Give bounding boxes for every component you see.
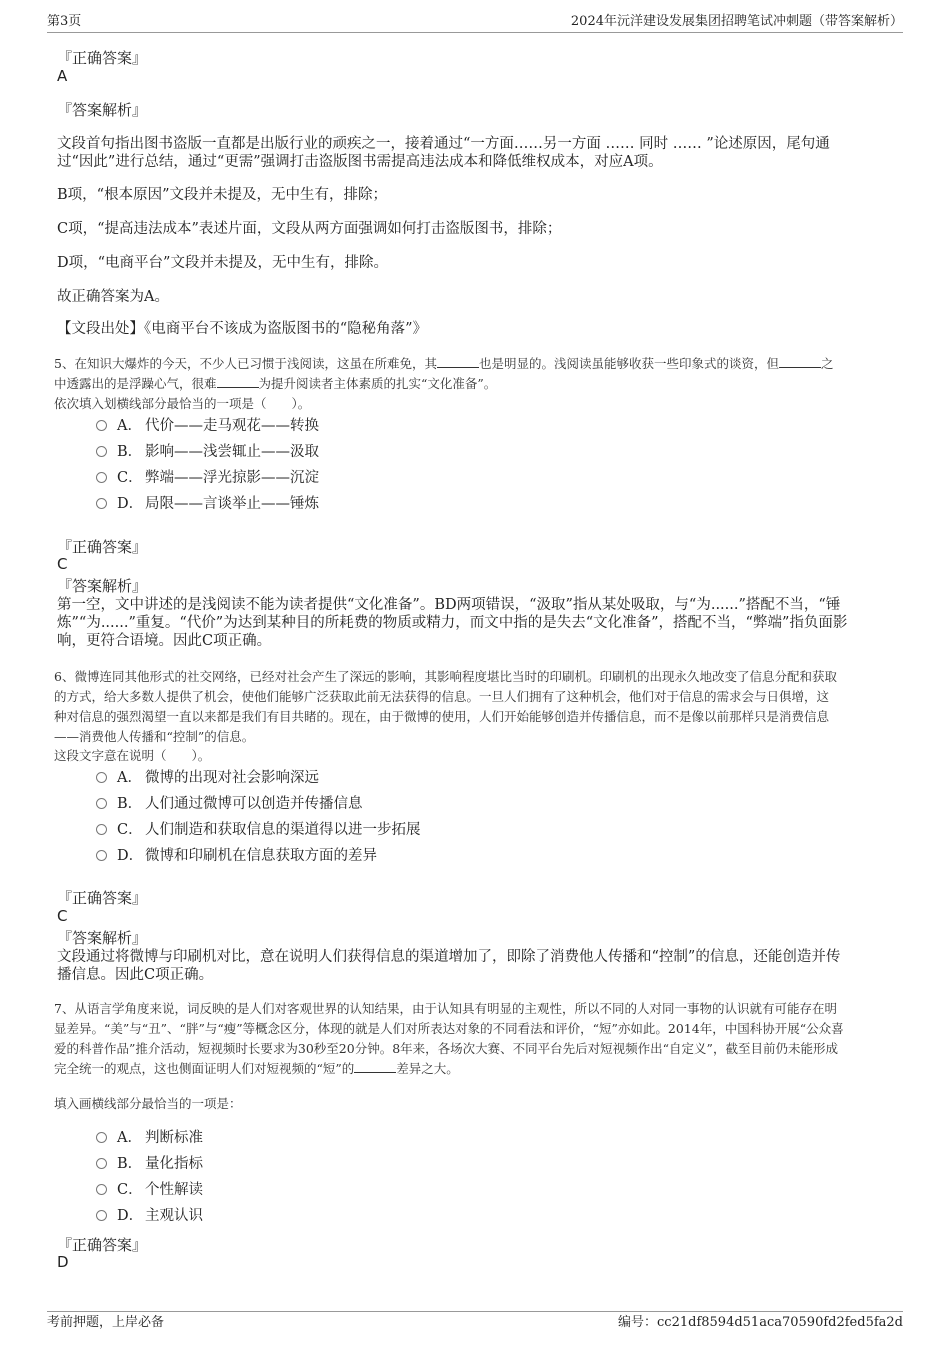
analysis-text: 文段通过将微博与印刷机对比，意在说明人们获得信息的渠道增加了，即除了消费他人传播和“控制”的信息，还能创造并传 [57,949,841,965]
analysis-text: C项，“提高违法成本”表述片面，文段从两方面强调如何打击盗版图书，排除； [57,221,562,237]
blank-line [437,355,479,368]
radio-icon[interactable] [96,420,107,431]
blank-line [354,1060,396,1073]
page-header [47,12,903,33]
radio-icon[interactable] [96,824,107,835]
analysis-label: 『答案解析』 [57,101,148,119]
option-b[interactable]: B． 量化指标 [96,1154,203,1174]
question-stem: 完全统一的观点，这也侧面证明人们对短视频的“短”的 差异之大。 [54,1061,459,1076]
answer-label: 『正确答案』 [57,889,148,907]
radio-icon[interactable] [96,1132,107,1143]
radio-icon[interactable] [96,1158,107,1169]
question-stem: 中透露出的是浮躁心气，很难 为提升阅读者主体素质的扎实“文化准备”。 [54,376,497,391]
question-prompt: 依次填入划横线部分最恰当的一项是（ ）。 [54,396,311,411]
blank-line [779,355,821,368]
option-d[interactable]: D． 主观认识 [96,1206,203,1226]
analysis-text: 播信息。因此C项正确。 [57,967,214,983]
document-title: 2024年沅洋建设发展集团招聘笔试冲刺题（带答案解析） [570,14,903,29]
option-c[interactable]: C． 弊端——浮光掠影——沉淀 [96,468,319,488]
answer-label: 『正确答案』 [57,1236,148,1254]
analysis-text: B项，“根本原因”文段并未提及，无中生有，排除； [57,187,387,203]
radio-icon[interactable] [96,1210,107,1221]
question-stem: 显差异。“美”与“丑”、“胖”与“瘦”等概念区分，体现的就是人们对所表达对象的不同看法和评价，“短”亦如此。2014年，中国科协开展“公众喜 [54,1021,844,1036]
radio-icon[interactable] [96,772,107,783]
option-a[interactable]: A． 代价——走马观花——转换 [96,416,319,436]
footer-slogan: 考前押题，上岸必备 [47,1315,165,1330]
analysis-text: 第一空，文中讲述的是浅阅读不能为读者提供“文化准备”。BD两项错误，“汲取”指从某处吸取，与“为......”搭配不当，“锤 [57,597,841,613]
analysis-label: 『答案解析』 [57,929,148,947]
answer-label: 『正确答案』 [57,538,148,556]
option-c[interactable]: C． 个性解读 [96,1180,203,1200]
answer-value: C [57,555,68,573]
question-stem: 种对信息的强烈渴望一直以来都是我们有目共睹的。现在，由于微博的使用，人们开始能够创造并传播信息，而不是像以前那样只是消费信息 [54,709,830,724]
question-stem: 的方式，给大多数人提供了机会，使他们能够广泛获取此前无法获得的信息。一旦人们拥有了这种机会，他们对于信息的需求会与日俱增，这 [54,689,830,704]
radio-icon[interactable] [96,798,107,809]
page-footer [47,1311,903,1332]
answer-value: C [57,907,68,925]
radio-icon[interactable] [96,850,107,861]
option-d[interactable]: D． 局限——言谈举止——锤炼 [96,494,319,514]
option-b[interactable]: B． 影响——浅尝辄止——汲取 [96,442,319,462]
analysis-text: 过“因此”进行总结，通过“更需”强调打击盗版图书需提高违法成本和降低维权成本，对应A项。 [57,154,663,170]
question-stem: ——消费他人传播和“控制”的信息。 [54,729,255,744]
question-stem: 5、在知识大爆炸的今天，不少人已习惯于浅阅读，这虽在所难免，其 也是明显的。浅阅读虽能够收获一些印象式的谈资，但 之 [54,356,834,371]
document-code: 编号：cc21df8594d51aca70590fd2fed5fa2d [618,1315,903,1330]
blank-line [217,375,259,388]
option-d[interactable]: D． 微博和印刷机在信息获取方面的差异 [96,846,377,866]
radio-icon[interactable] [96,446,107,457]
analysis-text: 故正确答案为A。 [57,289,169,305]
source-note: 【文段出处】《电商平台不该成为盗版图书的“隐秘角落”》 [57,321,428,337]
page-number: 第3页 [47,14,82,29]
answer-value: D [57,1253,69,1271]
question-prompt: 这段文字意在说明（ ）。 [54,748,211,763]
analysis-label: 『答案解析』 [57,577,148,595]
analysis-text: 响，更符合语境。因此C项正确。 [57,633,272,649]
answer-value: A [57,67,68,85]
analysis-text: 炼”“为......”重复。“代价”为达到某种目的所耗费的物质或精力，而文中指的是失去“文化准备”，搭配不当，“弊端”指负面影 [57,615,848,631]
answer-label: 『正确答案』 [57,49,148,67]
option-b[interactable]: B． 人们通过微博可以创造并传播信息 [96,794,363,814]
radio-icon[interactable] [96,472,107,483]
option-a[interactable]: A． 微博的出现对社会影响深远 [96,768,319,788]
analysis-text: D项，“电商平台”文段并未提及，无中生有，排除。 [57,255,388,271]
radio-icon[interactable] [96,498,107,509]
radio-icon[interactable] [96,1184,107,1195]
option-c[interactable]: C． 人们制造和获取信息的渠道得以进一步拓展 [96,820,421,840]
question-stem: 6、微博连同其他形式的社交网络，已经对社会产生了深远的影响，其影响程度堪比当时的印刷机。印刷机的出现永久地改变了信息分配和获取 [54,669,837,684]
option-a[interactable]: A． 判断标准 [96,1128,203,1148]
question-prompt: 填入画横线部分最恰当的一项是： [54,1096,242,1111]
question-stem: 7、从语言学角度来说，词反映的是人们对客观世界的认知结果，由于认知具有明显的主观性，所以不同的人对同一事物的认识就有可能存在明 [54,1001,837,1016]
question-stem: 爱的科普作品”推介活动，短视频时长要求为30秒至20分钟。8年来，各场次大赛、不同平台先后对短视频作出“自定义”，截至目前仍未能形成 [54,1041,838,1056]
analysis-text: 文段首句指出图书盗版一直都是出版行业的顽疾之一，接着通过“一方面……另一方面 …… 同时 …… ”论述原因，尾句通 [57,136,830,152]
